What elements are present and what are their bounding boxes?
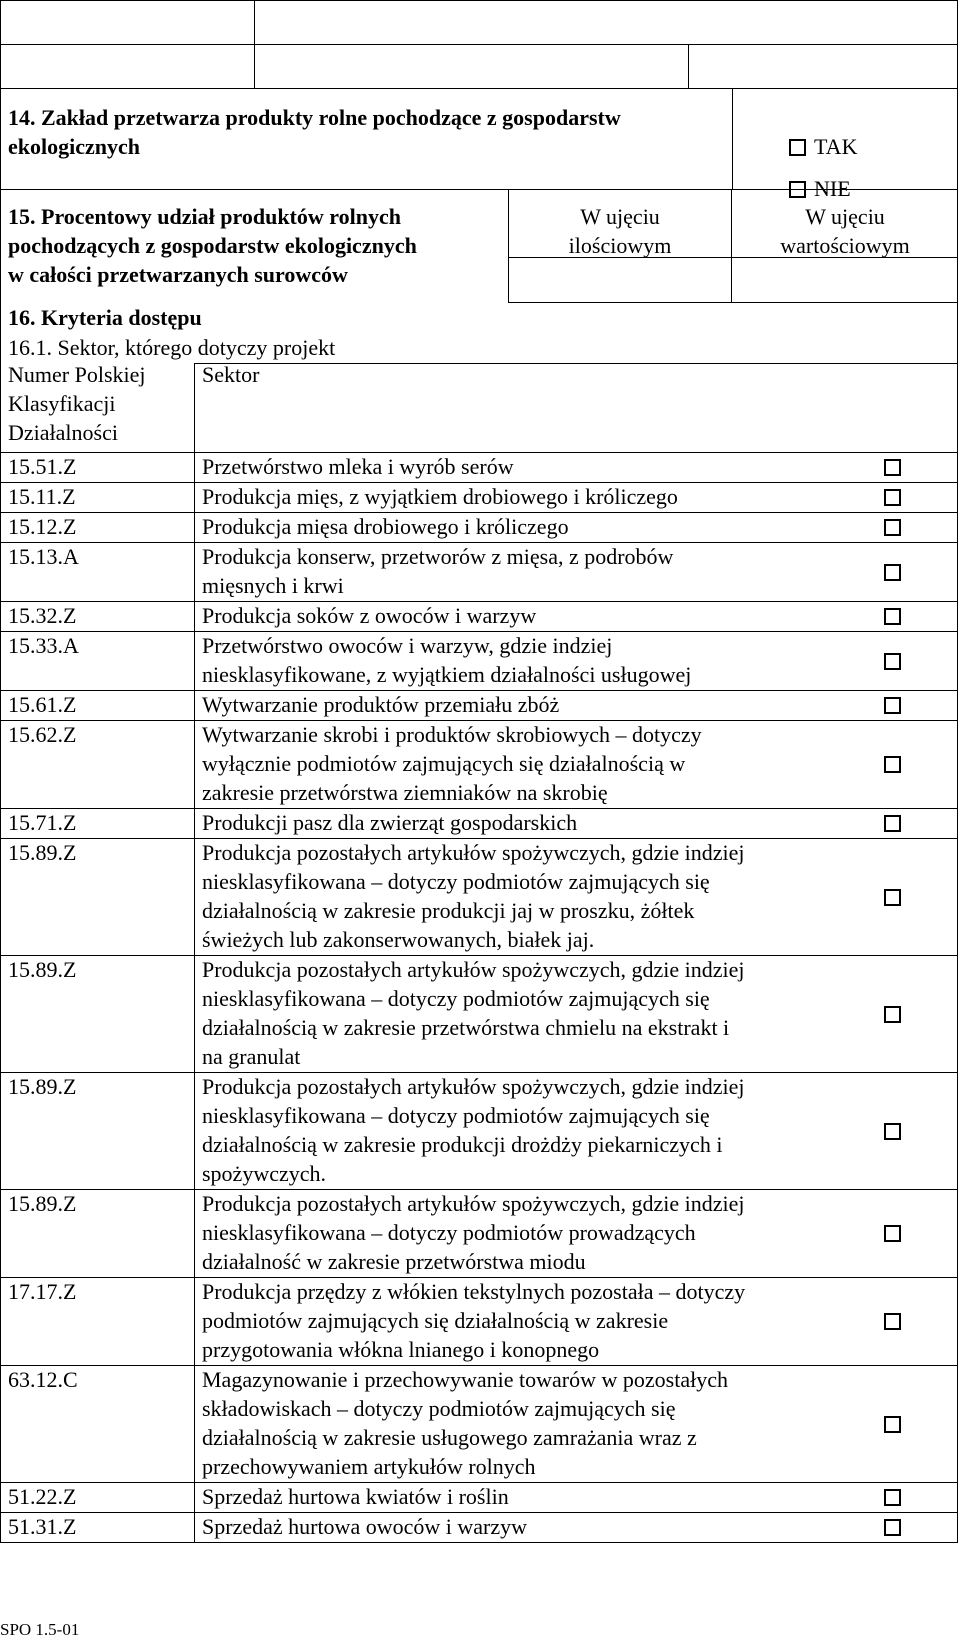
q16-left-border xyxy=(0,303,1,363)
table-row-description-line: Produkcja pozostałych artykułów spożywczych, gdzie indziej xyxy=(202,1191,745,1216)
q15-label-line: 15. Procentowy udział produktów rolnych xyxy=(8,204,401,229)
sector-header-code-line: Numer Polskiej xyxy=(8,362,146,387)
table-row-description-line: wyłącznie podmiotów zajmujących się działalnością w xyxy=(202,751,686,776)
sector-checkbox[interactable] xyxy=(884,1519,901,1536)
sector-checkbox[interactable] xyxy=(884,1006,901,1023)
table-row-description-line: Sprzedaż hurtowa kwiatów i roślin xyxy=(202,1484,509,1509)
table-row-description-line: Przetwórstwo mleka i wyrób serów xyxy=(202,454,514,479)
footer-code: SPO 1.5-01 xyxy=(0,1620,80,1639)
table-row-code: 15.89.Z xyxy=(8,957,77,982)
table-row-description-line: działalnością w zakresie przetwórstwa chmielu na ekstrakt i xyxy=(202,1015,730,1040)
table-row-description-line: na granulat xyxy=(202,1044,301,1069)
table-row-description-line: składowiskach – dotyczy podmiotów zajmujących się xyxy=(202,1396,676,1421)
table-row-description xyxy=(202,1189,745,1276)
sector-checkbox[interactable] xyxy=(884,1489,901,1506)
table-row-code: 51.22.Z xyxy=(8,1484,77,1509)
table-row-description-line: Produkcja konserw, przetworów z mięsa, z podrobów xyxy=(202,544,674,569)
table-row-description-line: działalnością w zakresie produkcji jaj w proszku, żółtek xyxy=(202,898,695,923)
top-row-vline-1 xyxy=(254,0,255,88)
q15-col2-header-line: wartościowym xyxy=(780,233,910,258)
table-row-description-line: przechowywaniem artykułów rolnych xyxy=(202,1454,536,1479)
sector-checkbox[interactable] xyxy=(884,564,901,581)
sector-checkbox[interactable] xyxy=(884,1123,901,1140)
q15-label-line: pochodzących z gospodarstw ekologicznych xyxy=(8,233,417,258)
sector-checkbox[interactable] xyxy=(884,815,901,832)
sector-checkbox[interactable] xyxy=(884,1313,901,1330)
table-row-description-line: Produkcja przędzy z włókien tekstylnych pozostała – dotyczy xyxy=(202,1279,746,1304)
sector-checkbox[interactable] xyxy=(884,1416,901,1433)
table-row-code: 51.31.Z xyxy=(8,1514,77,1539)
table-row-description-line: Wytwarzanie produktów przemiału zbóż xyxy=(202,692,560,717)
table-row-code: 15.12.Z xyxy=(8,514,77,539)
table-row-code: 15.33.A xyxy=(8,633,79,658)
q16-right-border xyxy=(957,303,958,363)
top-row-vline-2 xyxy=(688,44,689,88)
table-row-description xyxy=(202,1072,745,1188)
sector-checkbox[interactable] xyxy=(884,889,901,906)
q14-option-nie[interactable]: NIE xyxy=(778,145,851,203)
q14-divider xyxy=(732,88,733,190)
table-row-description-line: niesklasyfikowane, z wyjątkiem działalności usługowej xyxy=(202,662,692,687)
sector-header-code-line: Działalności xyxy=(8,420,118,445)
table-row-code: 15.51.Z xyxy=(8,454,77,479)
q14-label-line: 14. Zakład przetwarza produkty rolne pochodzące z gospodarstw xyxy=(8,105,621,130)
sector-header-code-line: Klasyfikacji xyxy=(8,391,116,416)
sector-checkbox[interactable] xyxy=(884,489,901,506)
table-row-description-line: Magazynowanie i przechowywanie towarów w pozostałych xyxy=(202,1367,728,1392)
table-row-code: 15.89.Z xyxy=(8,1191,77,1216)
table-row-description-line: Produkcja pozostałych artykułów spożywczych, gdzie indziej xyxy=(202,840,745,865)
sector-header-sector-cell xyxy=(194,363,958,452)
table-row-description xyxy=(202,690,559,719)
table-row-description-line: Produkcja mięs, z wyjątkiem drobiowego i króliczego xyxy=(202,484,678,509)
table-row-description xyxy=(202,1482,509,1511)
table-row-description-line: działalnością w zakresie usługowego zamrażania wraz z xyxy=(202,1425,697,1450)
table-row-description-line: zakresie przetwórstwa ziemniaków na skrobię xyxy=(202,780,608,805)
table-row-description xyxy=(202,1512,527,1541)
sector-checkbox[interactable] xyxy=(884,608,901,625)
table-row-description xyxy=(202,1277,745,1364)
table-row-description-line: Produkcja soków z owoców i warzyw xyxy=(202,603,537,628)
q15-col1-header xyxy=(508,202,732,260)
table-row-description xyxy=(202,838,745,954)
q15-label xyxy=(8,202,417,289)
table-row-description-line: Produkcja pozostałych artykułów spożywczych, gdzie indziej xyxy=(202,1074,745,1099)
table-row-description-line: przygotowania włókna lnianego i konopnego xyxy=(202,1337,600,1362)
table-row-description-line: mięsnych i krwi xyxy=(202,573,344,598)
sector-checkbox[interactable] xyxy=(884,519,901,536)
sector-header-code xyxy=(8,360,146,447)
table-row-description xyxy=(202,542,673,600)
table-row-description-line: podmiotów zajmujących się działalnością w zakresie xyxy=(202,1308,669,1333)
table-row-code: 15.13.A xyxy=(8,544,79,569)
sector-checkbox[interactable] xyxy=(884,756,901,773)
table-row-description xyxy=(202,482,678,511)
table-row-description-line: niesklasyfikowana – dotyczy podmiotów zajmujących się xyxy=(202,869,710,894)
q15-col1-header-line: W ujęciu xyxy=(580,204,660,229)
table-row-code: 15.89.Z xyxy=(8,1074,77,1099)
table-row-code: 15.71.Z xyxy=(8,810,77,835)
q15-col1-header-line: ilościowym xyxy=(568,233,672,258)
table-row-description xyxy=(202,955,745,1071)
top-row-divider xyxy=(0,44,958,45)
q15-col2-header-line: W ujęciu xyxy=(805,204,885,229)
table-row-description-line: działalnością w zakresie produkcji drożdży piekarniczych i xyxy=(202,1132,723,1157)
table-row-code: 15.32.Z xyxy=(8,603,77,628)
table-row-description xyxy=(202,1365,728,1481)
table-row-code: 15.61.Z xyxy=(8,692,77,717)
table-row-description-line: niesklasyfikowana – dotyczy podmiotów prowadzących xyxy=(202,1220,696,1245)
table-row-description xyxy=(202,631,691,689)
table-row-description-line: działalność w zakresie przetwórstwa miodu xyxy=(202,1249,586,1274)
table-row-description-line: Przetwórstwo owoców i warzyw, gdzie indziej xyxy=(202,633,613,658)
table-row-description-line: niesklasyfikowana – dotyczy podmiotów zajmujących się xyxy=(202,1103,710,1128)
table-row-description-line: Produkcja mięsa drobiowego i króliczego xyxy=(202,514,569,539)
table-row-code: 63.12.C xyxy=(8,1367,78,1392)
q15-label-line: w całości przetwarzanych surowców xyxy=(8,262,348,287)
sector-table-bottom-border xyxy=(0,1542,958,1543)
table-row-description-line: Sprzedaż hurtowa owoców i warzyw xyxy=(202,1514,527,1539)
sector-checkbox[interactable] xyxy=(884,653,901,670)
table-row-description-line: niesklasyfikowana – dotyczy podmiotów zajmujących się xyxy=(202,986,710,1011)
q16-subtitle: 16.1. Sektor, którego dotyczy projekt xyxy=(8,335,336,360)
table-row-description xyxy=(202,512,569,541)
q16-title: 16. Kryteria dostępu xyxy=(8,305,202,330)
table-row-description xyxy=(202,452,514,481)
table-row-description-line: świeżych lub zakonserwowanych, białek jaj. xyxy=(202,927,595,952)
table-row-description-line: Produkcji pasz dla zwierząt gospodarskich xyxy=(202,810,578,835)
table-row-code: 17.17.Z xyxy=(8,1279,77,1304)
table-row-description-line: Wytwarzanie skrobi i produktów skrobiowych – dotyczy xyxy=(202,722,702,747)
q14-label-line: ekologicznych xyxy=(8,134,140,159)
sector-checkbox[interactable] xyxy=(884,697,901,714)
table-row-code: 15.11.Z xyxy=(8,484,76,509)
table-row-description xyxy=(202,808,577,837)
sector-checkbox[interactable] xyxy=(884,1225,901,1242)
q15-col2-header xyxy=(732,202,958,260)
table-row-description xyxy=(202,720,702,807)
table-row-code: 15.62.Z xyxy=(8,722,77,747)
table-row-description-line: spożywczych. xyxy=(202,1161,327,1186)
table-row-code: 15.89.Z xyxy=(8,840,77,865)
q14-label xyxy=(8,103,621,161)
table-row-description xyxy=(202,601,536,630)
sector-checkbox[interactable] xyxy=(884,459,901,476)
q14-option-tak[interactable]: TAK xyxy=(778,103,857,161)
table-row-description-line: Produkcja pozostałych artykułów spożywczych, gdzie indziej xyxy=(202,957,745,982)
sector-header-label: Sektor xyxy=(202,362,260,387)
